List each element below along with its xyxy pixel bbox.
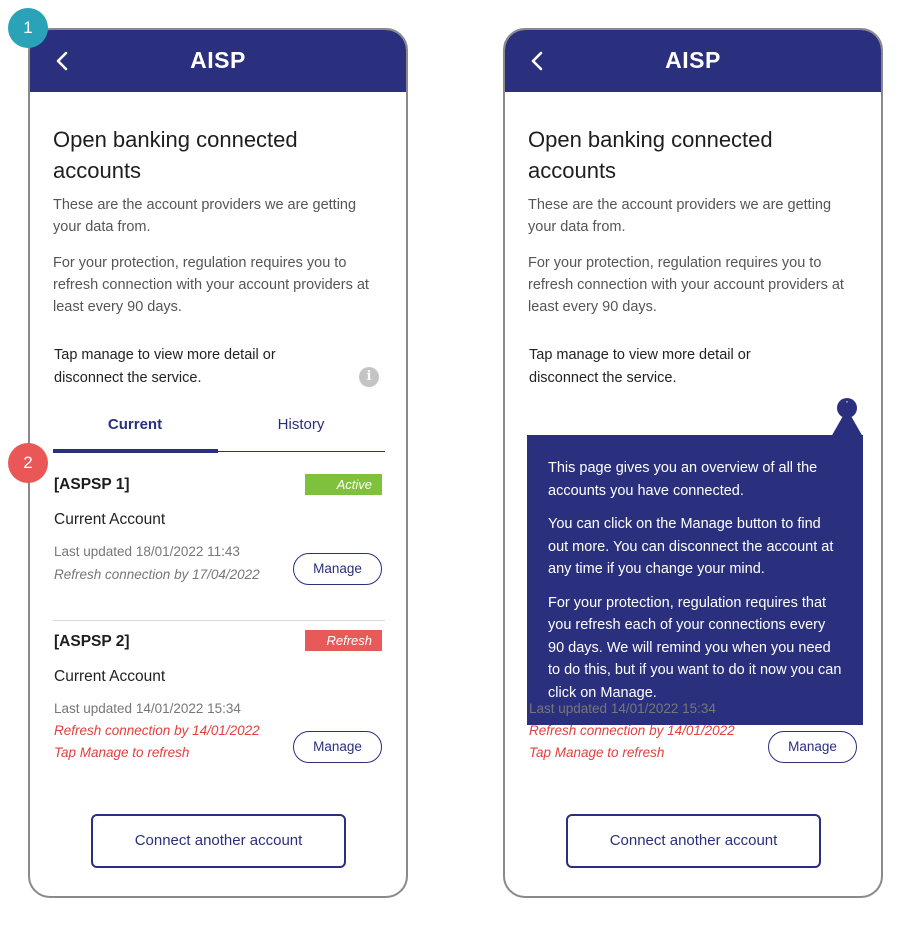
- connect-another-account-button[interactable]: Connect another account: [566, 814, 821, 868]
- account-1-manage-button[interactable]: Manage: [293, 553, 382, 585]
- connect-another-account-button[interactable]: Connect another account: [91, 814, 346, 868]
- info-icon[interactable]: i: [359, 367, 379, 387]
- main-content: [505, 92, 881, 896]
- account-1-name: [ASPSP 1]: [54, 476, 130, 493]
- header-title: AISP: [190, 47, 246, 73]
- account-1-refresh-by: Refresh connection by 17/04/2022: [54, 567, 260, 582]
- account-divider: [53, 620, 385, 621]
- header-title: AISP: [665, 47, 721, 73]
- main-content: [30, 92, 406, 896]
- tap-manage-text: Tap manage to view more detail or disconnect the service.: [54, 347, 276, 386]
- intro-text: These are the account providers we are getting your data from.: [53, 197, 357, 235]
- step-badge-2: 2: [8, 443, 48, 483]
- page-title: Open banking connected accounts: [528, 127, 773, 183]
- tooltip-paragraph-3: For your protection, regulation requires that you refresh each of your connections every 90 days. We will remind you when you need to do this, but if you want to do it now you can click on Manage.: [548, 594, 842, 701]
- page-title: Open banking connected accounts: [53, 127, 298, 183]
- account-2-refresh-by: Refresh connection by 14/01/2022: [54, 723, 260, 738]
- account-2-tap-refresh: Tap Manage to refresh: [54, 745, 190, 760]
- app-header: [30, 30, 406, 92]
- svg-text:": ": [845, 401, 849, 407]
- status-badge-refresh: Refresh: [305, 630, 382, 651]
- account-2-manage-button[interactable]: Manage: [768, 731, 857, 763]
- app-header: [505, 30, 881, 92]
- tap-manage-text: Tap manage to view more detail or disconnect the service.: [529, 347, 751, 386]
- phone-screen-tooltip: [503, 28, 883, 898]
- tab-current[interactable]: Current: [107, 416, 163, 433]
- account-2-type: Current Account: [54, 668, 166, 685]
- account-2-refresh-by: Refresh connection by 14/01/2022: [529, 723, 735, 738]
- tab-current-indicator: [53, 449, 218, 453]
- tooltip-paragraph-2: You can click on the Manage button to find out more. You can disconnect the account at any time if you change your mind.: [548, 516, 834, 577]
- account-1-type: Current Account: [54, 511, 166, 528]
- regulation-text: For your protection, regulation requires you to refresh connection with your account providers at least every 90 days.: [53, 255, 369, 315]
- status-badge-active: Active: [305, 474, 382, 495]
- account-2-tap-refresh: Tap Manage to refresh: [529, 745, 665, 760]
- tooltip-paragraph-1: This page gives you an overview of all the accounts you have connected.: [548, 460, 818, 499]
- phone-screen-accounts: [28, 28, 408, 898]
- info-tooltip[interactable]: [527, 435, 863, 725]
- account-2-name: [ASPSP 2]: [54, 633, 130, 650]
- regulation-text: For your protection, regulation requires you to refresh connection with your account providers at least every 90 days.: [528, 255, 844, 315]
- account-1-last-updated: Last updated 18/01/2022 11:43: [54, 544, 240, 559]
- intro-text: These are the account providers we are getting your data from.: [528, 197, 832, 235]
- account-2-last-updated: Last updated 14/01/2022 15:34: [54, 701, 241, 716]
- tooltip-pointer-icon[interactable]: [831, 397, 867, 437]
- tab-history[interactable]: History: [277, 416, 325, 433]
- account-2-last-updated: Last updated 14/01/2022 15:34: [529, 701, 716, 716]
- step-badge-1: 1: [8, 8, 48, 48]
- account-2-manage-button[interactable]: Manage: [293, 731, 382, 763]
